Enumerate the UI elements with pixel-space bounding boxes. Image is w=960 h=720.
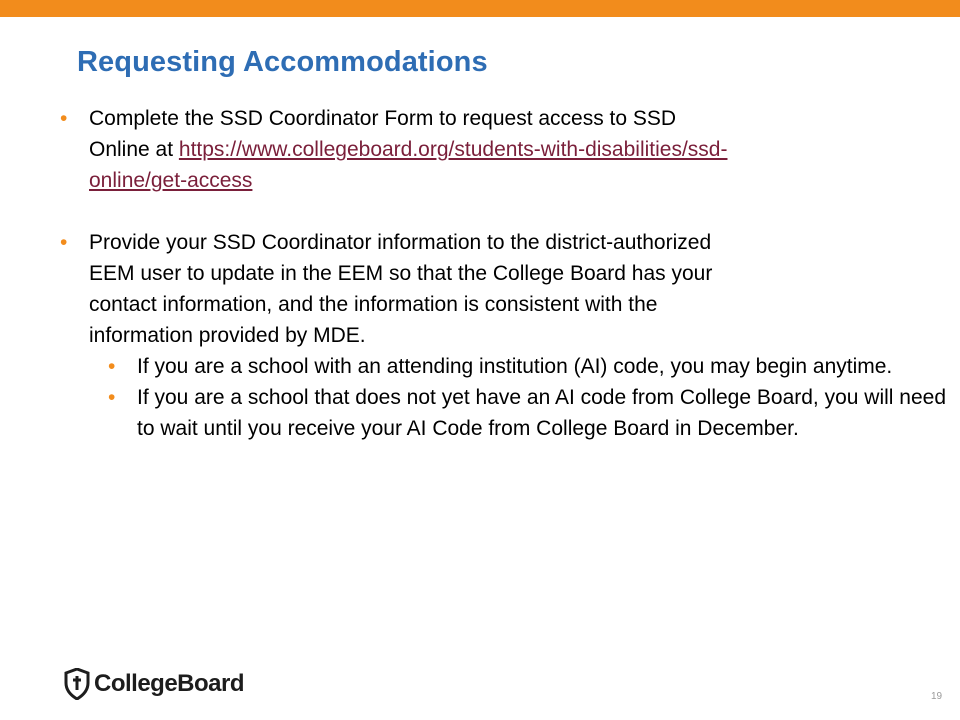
bullet-marker: • (108, 386, 116, 409)
top-accent-bar (0, 0, 960, 17)
sub-bullet-item (108, 351, 947, 382)
bullet-marker: • (108, 355, 116, 378)
bullet-text: Provide your SSD Coordinator information to the district-authorized EEM user to update in the EEM so that the College Board has your contact information, and the information is consistent with the information provided by MDE. (89, 231, 713, 347)
bullet-text: Complete the SSD Coordinator Form to request access to SSD Online at (89, 107, 677, 161)
bullet-marker: • (60, 231, 68, 254)
acorn-shield-icon (64, 668, 90, 700)
bullet-item (60, 103, 729, 196)
ssd-access-link[interactable]: https://www.collegeboard.org/students-with-disabilities/ssd-online/get-access (89, 138, 728, 192)
slide-title: Requesting Accommodations (77, 46, 488, 78)
sub-bullet-item (108, 382, 947, 444)
slide-content (60, 103, 946, 444)
bullet-marker: • (60, 107, 68, 130)
logo-wordmark: CollegeBoard (94, 670, 245, 697)
spacer (60, 196, 930, 227)
bullet-item (60, 227, 719, 351)
collegeboard-logo (64, 664, 244, 704)
sub-bullet-text: If you are a school that does not yet have an AI code from College Board, you will need to wait until you receive your AI Code from College Board in December. (137, 386, 946, 440)
page-number: 19 (931, 691, 943, 702)
sub-bullet-text: If you are a school with an attending institution (AI) code, you may begin anytime. (137, 355, 893, 378)
